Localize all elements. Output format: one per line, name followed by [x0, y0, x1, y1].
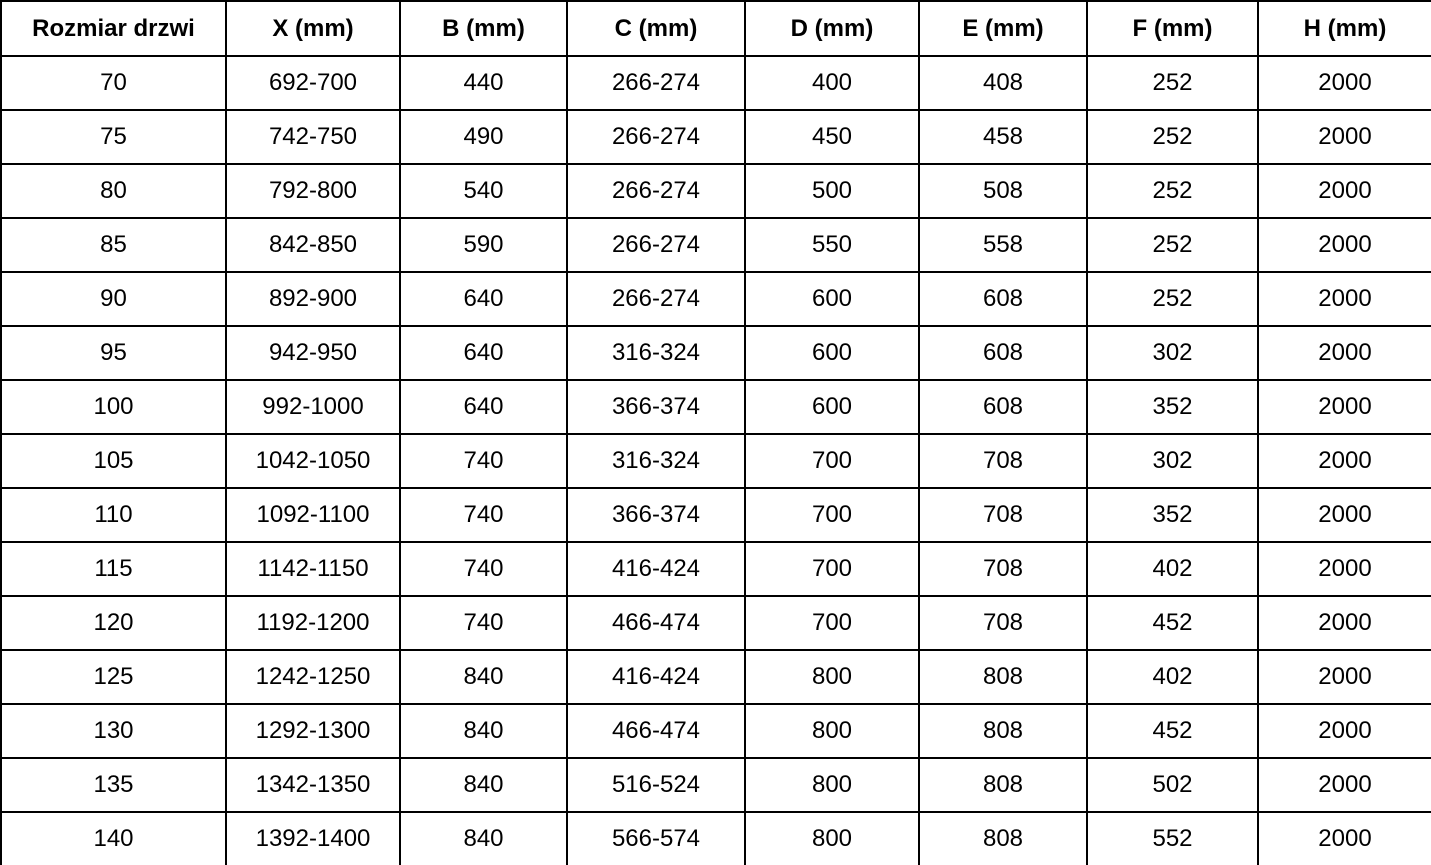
- table-cell: 600: [745, 272, 919, 326]
- column-header-rozmiar-drzwi: Rozmiar drzwi: [1, 1, 226, 56]
- table-cell: 2000: [1258, 218, 1431, 272]
- table-cell: 500: [745, 164, 919, 218]
- table-cell: 608: [919, 272, 1087, 326]
- table-cell: 608: [919, 326, 1087, 380]
- table-cell: 110: [1, 488, 226, 542]
- table-row: [1, 542, 1431, 596]
- table-cell: 708: [919, 434, 1087, 488]
- table-cell: 252: [1087, 272, 1258, 326]
- table-cell: 400: [745, 56, 919, 110]
- table-cell: 740: [400, 488, 567, 542]
- table-cell: 740: [400, 542, 567, 596]
- table-cell: 840: [400, 704, 567, 758]
- table-cell: 550: [745, 218, 919, 272]
- table-row: [1, 218, 1431, 272]
- table-row: [1, 326, 1431, 380]
- table-cell: 640: [400, 272, 567, 326]
- table-cell: 402: [1087, 542, 1258, 596]
- table-row: [1, 488, 1431, 542]
- table-cell: 808: [919, 812, 1087, 865]
- table-cell: 316-324: [567, 326, 745, 380]
- table-cell: 266-274: [567, 56, 745, 110]
- table-cell: 452: [1087, 596, 1258, 650]
- table-cell: 466-474: [567, 704, 745, 758]
- table-cell: 105: [1, 434, 226, 488]
- table-row: [1, 758, 1431, 812]
- table-cell: 80: [1, 164, 226, 218]
- table-cell: 408: [919, 56, 1087, 110]
- table-row: [1, 596, 1431, 650]
- table-cell: 130: [1, 704, 226, 758]
- table-cell: 552: [1087, 812, 1258, 865]
- table-cell: 458: [919, 110, 1087, 164]
- table-cell: 2000: [1258, 542, 1431, 596]
- table-cell: 2000: [1258, 272, 1431, 326]
- table-cell: 2000: [1258, 164, 1431, 218]
- table-cell: 800: [745, 650, 919, 704]
- table-cell: 466-474: [567, 596, 745, 650]
- table-cell: 708: [919, 596, 1087, 650]
- table-cell: 840: [400, 758, 567, 812]
- table-cell: 366-374: [567, 380, 745, 434]
- table-cell: 700: [745, 542, 919, 596]
- table-cell: 1192-1200: [226, 596, 400, 650]
- table-row: [1, 704, 1431, 758]
- table-cell: 600: [745, 326, 919, 380]
- table-cell: 95: [1, 326, 226, 380]
- table-cell: 115: [1, 542, 226, 596]
- table-cell: 2000: [1258, 758, 1431, 812]
- column-header-x: X (mm): [226, 1, 400, 56]
- table-cell: 1292-1300: [226, 704, 400, 758]
- column-header-e: E (mm): [919, 1, 1087, 56]
- table-cell: 740: [400, 434, 567, 488]
- table-cell: 1392-1400: [226, 812, 400, 865]
- table-cell: 808: [919, 758, 1087, 812]
- table-cell: 808: [919, 650, 1087, 704]
- table-cell: 840: [400, 812, 567, 865]
- table-cell: 700: [745, 488, 919, 542]
- table-row: [1, 56, 1431, 110]
- table-cell: 352: [1087, 380, 1258, 434]
- table-cell: 252: [1087, 56, 1258, 110]
- column-header-d: D (mm): [745, 1, 919, 56]
- table-cell: 700: [745, 596, 919, 650]
- table-cell: 120: [1, 596, 226, 650]
- table-cell: 942-950: [226, 326, 400, 380]
- table-cell: 2000: [1258, 488, 1431, 542]
- table-cell: 75: [1, 110, 226, 164]
- table-cell: 540: [400, 164, 567, 218]
- table-cell: 516-524: [567, 758, 745, 812]
- table-cell: 992-1000: [226, 380, 400, 434]
- table-cell: 1042-1050: [226, 434, 400, 488]
- table-body: [1, 56, 1431, 865]
- table-row: [1, 650, 1431, 704]
- table-cell: 708: [919, 488, 1087, 542]
- table-cell: 125: [1, 650, 226, 704]
- table-cell: 266-274: [567, 110, 745, 164]
- table-cell: 502: [1087, 758, 1258, 812]
- table-cell: 558: [919, 218, 1087, 272]
- table-cell: 608: [919, 380, 1087, 434]
- table-cell: 600: [745, 380, 919, 434]
- table-cell: 590: [400, 218, 567, 272]
- table-cell: 252: [1087, 164, 1258, 218]
- table-cell: 692-700: [226, 56, 400, 110]
- table-cell: 266-274: [567, 218, 745, 272]
- table-cell: 1142-1150: [226, 542, 400, 596]
- table-cell: 808: [919, 704, 1087, 758]
- table-cell: 1342-1350: [226, 758, 400, 812]
- table-cell: 490: [400, 110, 567, 164]
- table-cell: 640: [400, 326, 567, 380]
- table-cell: 266-274: [567, 272, 745, 326]
- column-header-c: C (mm): [567, 1, 745, 56]
- table-cell: 70: [1, 56, 226, 110]
- table-cell: 366-374: [567, 488, 745, 542]
- table-row: [1, 272, 1431, 326]
- table-row: [1, 110, 1431, 164]
- table-cell: 100: [1, 380, 226, 434]
- table-cell: 840: [400, 650, 567, 704]
- table-row: [1, 434, 1431, 488]
- table-cell: 416-424: [567, 650, 745, 704]
- table-cell: 2000: [1258, 380, 1431, 434]
- table-cell: 352: [1087, 488, 1258, 542]
- table-cell: 742-750: [226, 110, 400, 164]
- table-cell: 2000: [1258, 596, 1431, 650]
- table-cell: 800: [745, 812, 919, 865]
- table-row: [1, 380, 1431, 434]
- table-cell: 508: [919, 164, 1087, 218]
- column-header-b: B (mm): [400, 1, 567, 56]
- table-cell: 700: [745, 434, 919, 488]
- table-cell: 2000: [1258, 812, 1431, 865]
- table-cell: 2000: [1258, 326, 1431, 380]
- table-cell: 140: [1, 812, 226, 865]
- table-cell: 90: [1, 272, 226, 326]
- table-cell: 302: [1087, 326, 1258, 380]
- table-cell: 566-574: [567, 812, 745, 865]
- table-cell: 892-900: [226, 272, 400, 326]
- column-header-f: F (mm): [1087, 1, 1258, 56]
- table-cell: 792-800: [226, 164, 400, 218]
- table-cell: 440: [400, 56, 567, 110]
- table-cell: 252: [1087, 218, 1258, 272]
- table-cell: 452: [1087, 704, 1258, 758]
- table-row: [1, 812, 1431, 865]
- table-cell: 2000: [1258, 434, 1431, 488]
- table-cell: 2000: [1258, 110, 1431, 164]
- header-row: [1, 1, 1431, 56]
- table-cell: 640: [400, 380, 567, 434]
- table-cell: 842-850: [226, 218, 400, 272]
- table-cell: 316-324: [567, 434, 745, 488]
- table-cell: 135: [1, 758, 226, 812]
- table-cell: 302: [1087, 434, 1258, 488]
- table-header: [1, 1, 1431, 56]
- table-cell: 800: [745, 704, 919, 758]
- table-cell: 1242-1250: [226, 650, 400, 704]
- table-cell: 2000: [1258, 704, 1431, 758]
- column-header-h: H (mm): [1258, 1, 1431, 56]
- table-cell: 800: [745, 758, 919, 812]
- table-cell: 266-274: [567, 164, 745, 218]
- table-row: [1, 164, 1431, 218]
- table-cell: 1092-1100: [226, 488, 400, 542]
- table-cell: 252: [1087, 110, 1258, 164]
- table-cell: 416-424: [567, 542, 745, 596]
- table-cell: 2000: [1258, 650, 1431, 704]
- table-cell: 450: [745, 110, 919, 164]
- table-cell: 740: [400, 596, 567, 650]
- table-cell: 2000: [1258, 56, 1431, 110]
- table-cell: 85: [1, 218, 226, 272]
- table-cell: 708: [919, 542, 1087, 596]
- table-cell: 402: [1087, 650, 1258, 704]
